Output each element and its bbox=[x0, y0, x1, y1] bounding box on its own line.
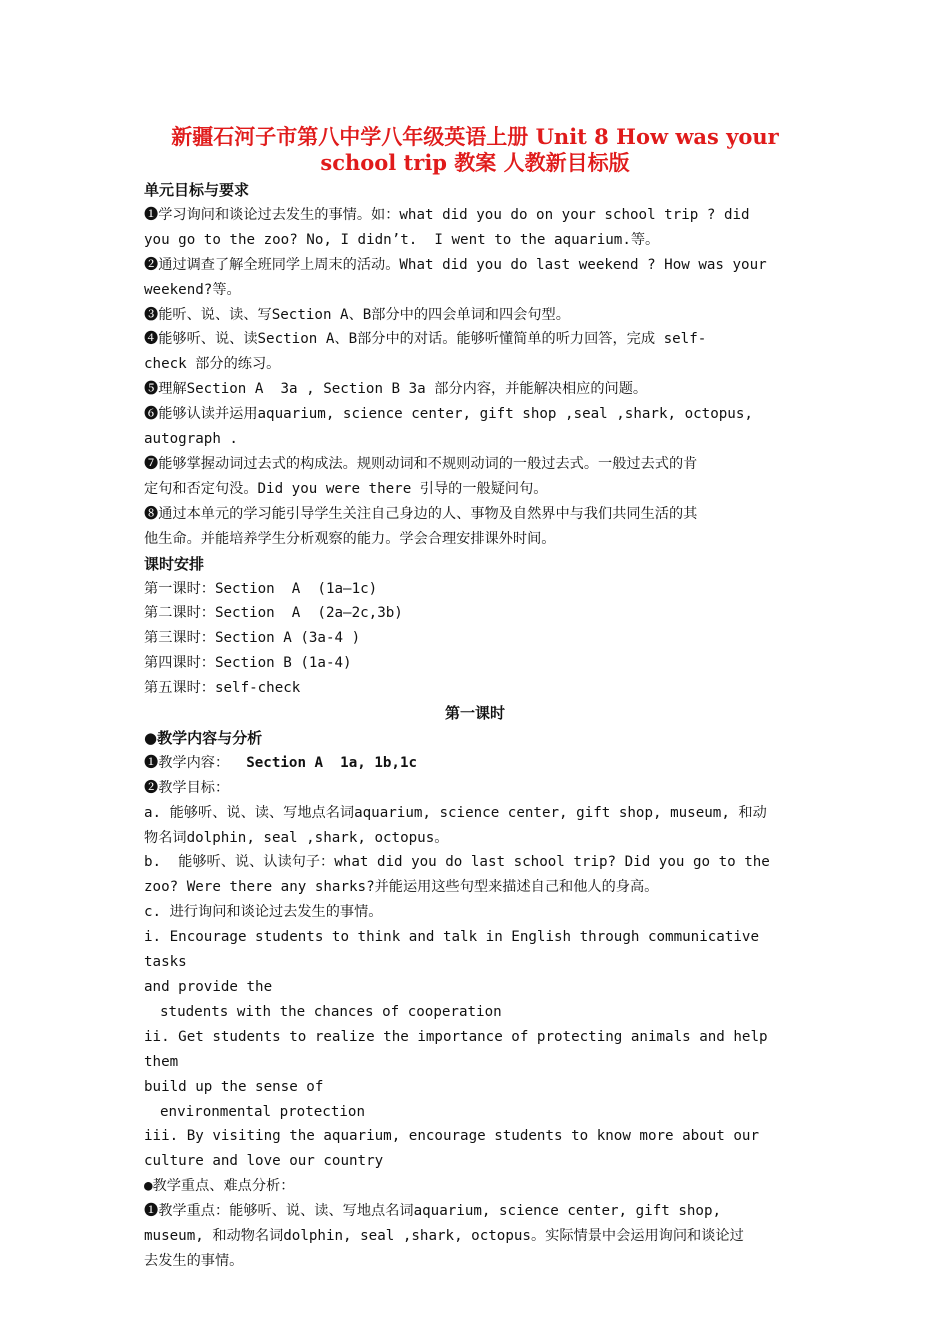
keypoint-line: museum, 和动物名词dolphin, seal ,shark, octopus。实际情景中会运用询问和谈论过 bbox=[144, 1228, 744, 1245]
keypoint-line: 去发生的事情。 bbox=[144, 1252, 244, 1269]
objective-line: zoo? Were there any sharks?并能运用这些句型来描述自己和他人的身高。 bbox=[144, 879, 659, 896]
goal-line: you go to the zoo? No, I didn’t. I went to the aquarium.等。 bbox=[144, 231, 660, 248]
teaching-content-label: ❶教学内容： bbox=[144, 754, 247, 771]
goal-line: ❶学习询问和谈论过去发生的事情。如：what did you do on your school trip ? did bbox=[144, 206, 750, 223]
schedule-item: 第四课时：Section B (1a-4) bbox=[144, 655, 352, 672]
objective-line: and provide the bbox=[144, 979, 273, 995]
goal-line: ❸能听、说、读、写Section A、B部分中的四会单词和四会句型。 bbox=[144, 306, 570, 323]
objective-line: i. Encourage students to think and talk in English through communicative tasks bbox=[144, 929, 768, 971]
section-heading-schedule: 课时安排 bbox=[144, 554, 205, 573]
schedule-item: 第三课时：Section A (3a-4 ) bbox=[144, 630, 361, 647]
objective-line: build up the sense of bbox=[144, 1078, 324, 1095]
analysis-heading: ●教学内容与分析 bbox=[144, 728, 263, 747]
keypoints-heading: ●教学重点、难点分析： bbox=[144, 1178, 295, 1195]
goal-line: 他生命。并能培养学生分析观察的能力。学会合理安排课外时间。 bbox=[144, 530, 556, 547]
teaching-content-value: Section A 1a, 1b,1c bbox=[246, 754, 418, 771]
lesson-heading: 第一课时 bbox=[444, 704, 505, 723]
document-title bbox=[144, 124, 806, 176]
goal-line: check 部分的练习。 bbox=[144, 356, 281, 373]
objective-line: culture and love our country bbox=[144, 1153, 384, 1170]
title-line-1: 新疆石河子市第八中学八年级英语上册 Unit 8 How was your bbox=[171, 124, 779, 149]
schedule-item: 第一课时：Section A (1a—1c) bbox=[144, 580, 378, 597]
goal-line: ❺理解Section A 3a , Section B 3a 部分内容，并能解决相应的问题。 bbox=[144, 381, 648, 398]
objective-line: students with the chances of cooperation bbox=[160, 1003, 502, 1020]
section-heading-unit-goals: 单元目标与要求 bbox=[144, 181, 250, 199]
goal-line: 定句和否定句没。Did you were there 引导的一般疑问句。 bbox=[144, 480, 548, 497]
goal-line: weekend?等。 bbox=[144, 281, 241, 298]
objective-line: a. 能够听、说、读、写地点名词aquarium, science center, gift shop, museum, 和动 bbox=[144, 804, 767, 821]
title-line-2: school trip 教案 人教新目标版 bbox=[320, 150, 630, 175]
teaching-content bbox=[144, 751, 806, 776]
goal-line: ❽通过本单元的学习能引导学生关注自己身边的人、事物及自然界中与我们共同生活的其 bbox=[144, 505, 698, 522]
goal-line: ❷通过调查了解全班同学上周末的活动。What did you do last weekend ? How was your bbox=[144, 256, 767, 273]
goal-line: ❹能够听、说、读Section A、B部分中的对话。能够听懂简单的听力回答，完成 self- bbox=[144, 331, 707, 348]
goal-line: ❼能够掌握动词过去式的构成法。规则动词和不规则动词的一般过去式。一般过去式的肯 bbox=[144, 455, 698, 472]
schedule-item: 第二课时：Section A (2a—2c,3b) bbox=[144, 605, 403, 622]
objective-line: ii. Get students to realize the importance of protecting animals and help them bbox=[144, 1028, 777, 1070]
objectives-label: ❷教学目标： bbox=[144, 779, 230, 796]
objective-line: iii. By visiting the aquarium, encourage students to know more about our bbox=[144, 1128, 759, 1145]
keypoint-line: ❶教学重点：能够听、说、读、写地点名词aquarium, science center, gift shop, bbox=[144, 1203, 722, 1220]
goal-line: ❻能够认读并运用aquarium, science center, gift shop ,seal ,shark, octopus, bbox=[144, 406, 753, 423]
objective-line: b. 能够听、说、认读句子：what did you do last school trip? Did you go to the bbox=[144, 854, 770, 871]
schedule-item: 第五课时：self-check bbox=[144, 680, 301, 697]
document-body bbox=[144, 124, 806, 1274]
objective-line: environmental protection bbox=[160, 1103, 365, 1120]
objective-line: 物名词dolphin, seal ,shark, octopus。 bbox=[144, 829, 449, 846]
goal-line: autograph . bbox=[144, 431, 238, 448]
objective-line: c. 进行询问和谈论过去发生的事情。 bbox=[144, 904, 383, 921]
